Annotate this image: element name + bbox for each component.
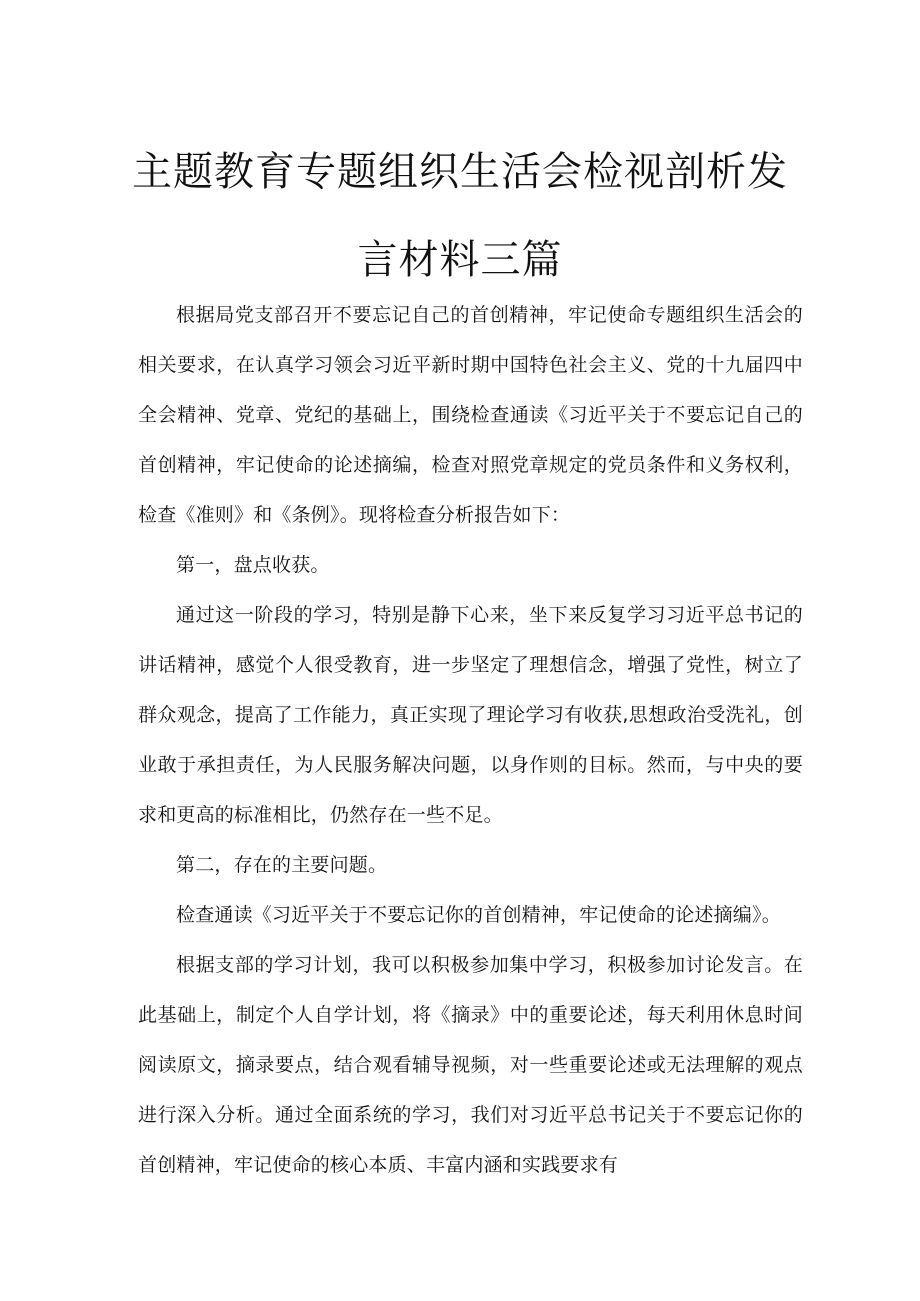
document-body — [138, 290, 803, 1190]
study-plan-paragraph: 根据支部的学习计划，我可以积极参加集中学习，积极参加讨论发言。在此基础上，制定个人自学计划，将《摘录》中的重要论述，每天利用休息时间阅读原文，摘录要点，结合观看辅导视频，对一些重要论述或无法理解的观点进行深入分析。通过全面系统的学习，我们对习近平总书记关于不要忘记你的首创精神，牢记使命的核心本质、丰富内涵和实践要求有 — [138, 954, 803, 1176]
section-heading-harvest: 第一，盘点收获。 — [176, 554, 330, 576]
section-heading-problems: 第二，存在的主要问题。 — [176, 854, 388, 876]
review-paragraph: 检查通读《习近平关于不要忘记你的首创精神，牢记使命的论述摘编》。 — [176, 904, 781, 926]
document-title-line-2: 言材料三篇 — [357, 237, 563, 283]
harvest-paragraph: 通过这一阶段的学习，特别是静下心来，坐下来反复学习习近平总书记的讲话精神，感觉个人很受教育，进一步坚定了理想信念，增强了党性，树立了群众观念，提高了工作能力，真正实现了理论学习有收获,思想政治受洗礼，创业敢于承担责任，为人民服务解决问题，以身作则的目标。然而，与中央的要求和更高的标准相比，仍然存在一些不足。 — [138, 604, 803, 826]
intro-paragraph: 根据局党支部召开不要忘记自己的首创精神，牢记使命专题组织生活会的相关要求，在认真学习领会习近平新时期中国特色社会主义、党的十九届四中全会精神、党章、党纪的基础上，围绕检查通读《习近平关于不要忘记自己的首创精神，牢记使命的论述摘编，检查对照党章规定的党员条件和义务权利，检查《准则》和《条例》。现将检查分析报告如下： — [138, 304, 803, 526]
document-title-line-1: 主题教育专题组织生活会检视剖析发 — [132, 149, 788, 195]
